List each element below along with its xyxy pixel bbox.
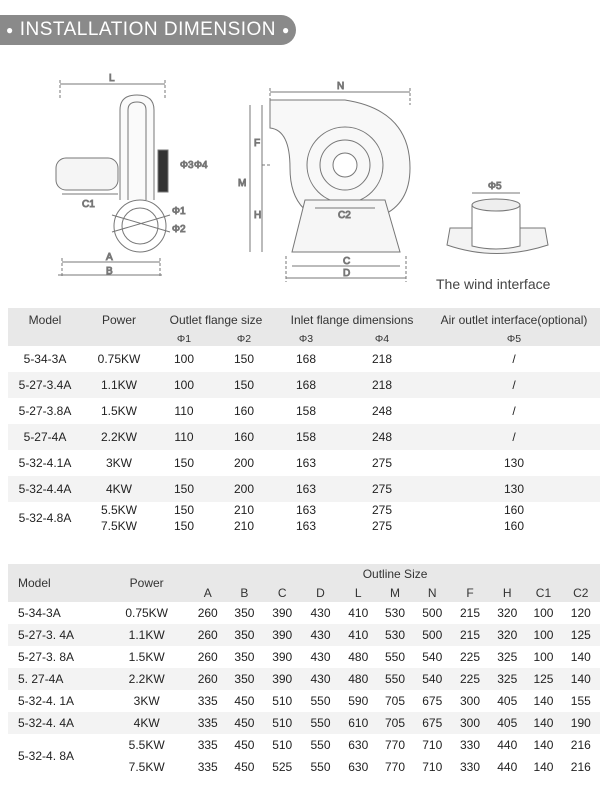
dim-label-d: D [343,268,351,279]
cell-power: 5.5KW [103,734,190,756]
dim-label-phi5: Φ5 [488,181,502,192]
cell-h: 320 [489,624,525,646]
cell-power: 1.1KW [103,624,190,646]
cell-c: 390 [264,624,301,646]
cell-a: 260 [190,624,225,646]
cell-a: 335 [190,712,225,734]
header-col-d: D [301,584,340,602]
cell-power: 5.5KW [82,502,156,518]
header-col-c: C [264,584,301,602]
dim-label-c1: C1 [82,199,95,210]
cell-n: 675 [414,690,451,712]
header-col-l: L [340,584,376,602]
cell-f: 300 [451,712,489,734]
cell-c2: 216 [562,756,600,778]
cell-b: 450 [225,690,263,712]
table-row [8,690,600,712]
header-phi5: Φ5 [428,332,600,346]
cell-model: 5-27-3. 8A [8,646,103,668]
table-row [8,518,600,534]
cell-f: 225 [451,668,489,690]
cell-phi4: 275 [336,476,428,502]
flange-table [8,308,600,534]
cell-c1: 100 [525,624,561,646]
cell-a: 335 [190,756,225,778]
cell-phi2: 210 [212,518,276,534]
dim-label-phi1: Φ1 [172,206,186,217]
cell-phi1: 100 [156,372,212,398]
cell-n: 540 [414,668,451,690]
cell-phi2: 150 [212,346,276,372]
cell-phi2: 200 [212,476,276,502]
cell-c: 510 [264,690,301,712]
cell-c2: 140 [562,668,600,690]
cell-a: 260 [190,646,225,668]
cell-power: 7.5KW [103,756,190,778]
cell-phi2: 160 [212,424,276,450]
cell-n: 500 [414,624,451,646]
header-col-b: B [225,584,263,602]
header-col-f: F [451,584,489,602]
cell-model: 5-32-4. 4A [8,712,103,734]
cell-c1: 125 [525,668,561,690]
cell-c: 390 [264,668,301,690]
cell-phi1: 150 [156,518,212,534]
cell-l: 630 [340,756,376,778]
header-inlet: Inlet flange dimensions [276,308,428,332]
header-col-h: H [489,584,525,602]
cell-phi3: 163 [276,518,336,534]
cell-phi3: 163 [276,502,336,518]
cell-model: 5-32-4.4A [8,476,82,502]
cell-h: 325 [489,646,525,668]
cell-power: 4KW [103,712,190,734]
table-row [8,624,600,646]
cell-b: 450 [225,734,263,756]
header-outlet: Outlet flange size [156,308,276,332]
cell-phi3: 168 [276,346,336,372]
cell-n: 710 [414,756,451,778]
cell-power: 3KW [82,450,156,476]
table-row [8,450,600,476]
cell-phi5: / [428,398,600,424]
header-col-c2: C2 [562,584,600,602]
outline-table-header [8,564,600,584]
cell-phi4: 275 [336,450,428,476]
cell-l: 410 [340,602,376,624]
cell-phi5: 130 [428,450,600,476]
wind-interface-caption: The wind interface [436,276,551,292]
table-row [8,734,600,756]
dim-label-h: H [254,210,262,221]
cell-n: 675 [414,712,451,734]
outline-size-table [8,564,600,778]
cell-c1: 140 [525,690,561,712]
cell-phi4: 218 [336,372,428,398]
cell-b: 350 [225,668,263,690]
cell-m: 530 [376,602,413,624]
cell-h: 405 [489,712,525,734]
cell-b: 450 [225,712,263,734]
cell-phi1: 110 [156,398,212,424]
cell-m: 705 [376,712,413,734]
cell-l: 630 [340,734,376,756]
cell-phi4: 218 [336,346,428,372]
cell-m: 550 [376,646,413,668]
cell-a: 260 [190,602,225,624]
header-phi2: Φ2 [212,332,276,346]
dim-label-a: A [106,252,113,263]
table-row [8,476,600,502]
installation-drawing [0,0,600,300]
banner-dot-icon: ● [6,23,14,37]
cell-h: 325 [489,668,525,690]
cell-phi1: 150 [156,450,212,476]
cell-m: 770 [376,734,413,756]
table-row [8,372,600,398]
banner-title: INSTALLATION DIMENSION [19,19,277,41]
cell-f: 330 [451,734,489,756]
cell-phi5: 160 [428,502,600,518]
cell-l: 590 [340,690,376,712]
cell-phi3: 163 [276,476,336,502]
cell-model: 5-32-4.8A [8,502,82,534]
cell-power: 2.2KW [103,668,190,690]
cell-power: 3KW [103,690,190,712]
cell-f: 215 [451,602,489,624]
cell-d: 430 [301,624,340,646]
cell-l: 410 [340,624,376,646]
header-phi1: Φ1 [156,332,212,346]
cell-c2: 155 [562,690,600,712]
cell-c2: 120 [562,602,600,624]
table-row [8,602,600,624]
header-power: Power [82,308,156,332]
cell-m: 705 [376,690,413,712]
cell-f: 300 [451,690,489,712]
cell-m: 770 [376,756,413,778]
header-power: Power [103,564,190,602]
cell-d: 550 [301,756,340,778]
front-view-drawing [238,81,410,282]
header-model: Model [8,564,103,602]
cell-model: 5-32-4. 8A [8,734,103,778]
cell-phi5: / [428,424,600,450]
cell-l: 480 [340,668,376,690]
cell-phi4: 275 [336,518,428,534]
dim-label-phi3: Φ3 [180,160,194,171]
cell-phi2: 200 [212,450,276,476]
cell-power: 1.5KW [103,646,190,668]
dim-label-n: N [337,81,345,92]
banner-dot-icon: ● [282,23,290,37]
cell-d: 550 [301,734,340,756]
cell-n: 500 [414,602,451,624]
cell-model: 5-27-4A [8,424,82,450]
cell-h: 320 [489,602,525,624]
cell-f: 330 [451,756,489,778]
cell-d: 550 [301,712,340,734]
cell-model: 5-34-3A [8,602,103,624]
cell-c: 390 [264,602,301,624]
cell-phi4: 275 [336,502,428,518]
table-row [8,424,600,450]
dim-label-phi2: Φ2 [172,224,186,235]
cell-h: 405 [489,690,525,712]
dim-label-c: C [343,256,351,267]
cell-model: 5-27-3. 4A [8,624,103,646]
cell-phi3: 168 [276,372,336,398]
cell-model: 5-27-3.4A [8,372,82,398]
cell-b: 350 [225,624,263,646]
cell-m: 550 [376,668,413,690]
cell-phi2: 150 [212,372,276,398]
cell-c2: 190 [562,712,600,734]
table-row [8,346,600,372]
cell-power: 0.75KW [103,602,190,624]
table-row [8,502,600,518]
cell-m: 530 [376,624,413,646]
table-row [8,398,600,424]
cell-n: 710 [414,734,451,756]
cell-power: 7.5KW [82,518,156,534]
header-col-m: M [376,584,413,602]
cell-model: 5-32-4. 1A [8,690,103,712]
header-phi4: Φ4 [336,332,428,346]
dim-label-c2: C2 [338,210,351,221]
cell-phi1: 100 [156,346,212,372]
cell-model: 5-27-3.8A [8,398,82,424]
cell-d: 430 [301,668,340,690]
cell-phi3: 158 [276,398,336,424]
header-air-outlet: Air outlet interface(optional) [428,308,600,332]
dim-label-phi4: Φ4 [194,160,208,171]
table-row [8,646,600,668]
cell-c1: 100 [525,602,561,624]
cell-phi4: 248 [336,424,428,450]
cell-c1: 140 [525,712,561,734]
cell-power: 1.1KW [82,372,156,398]
dim-label-l: L [109,73,115,84]
header-col-n: N [414,584,451,602]
cell-phi3: 158 [276,424,336,450]
cell-phi3: 163 [276,450,336,476]
cell-phi1: 110 [156,424,212,450]
cell-c2: 125 [562,624,600,646]
dim-label-m: M [238,178,247,189]
cell-power: 1.5KW [82,398,156,424]
cell-phi5: / [428,346,600,372]
cell-d: 430 [301,602,340,624]
cell-phi1: 150 [156,476,212,502]
cell-model: 5-32-4.1A [8,450,82,476]
cell-power: 2.2KW [82,424,156,450]
flange-table-header [8,308,600,332]
cell-phi2: 160 [212,398,276,424]
table-row [8,668,600,690]
cell-l: 610 [340,712,376,734]
cell-c: 525 [264,756,301,778]
cell-c2: 216 [562,734,600,756]
cell-c: 510 [264,734,301,756]
cell-c: 510 [264,712,301,734]
cell-d: 550 [301,690,340,712]
cell-h: 440 [489,734,525,756]
header-outline-size: Outline Size [190,564,600,584]
cell-phi4: 248 [336,398,428,424]
cell-c1: 140 [525,756,561,778]
cell-power: 0.75KW [82,346,156,372]
wind-interface-drawing [447,181,548,254]
cell-a: 260 [190,668,225,690]
cell-phi5: / [428,372,600,398]
cell-phi1: 150 [156,502,212,518]
cell-b: 350 [225,646,263,668]
cell-c2: 140 [562,646,600,668]
cell-power: 4KW [82,476,156,502]
cell-phi2: 210 [212,502,276,518]
cell-c: 390 [264,646,301,668]
side-view-drawing [56,73,208,278]
cell-model: 5-34-3A [8,346,82,372]
flange-table-subheader [8,332,600,346]
dim-label-f: F [254,138,261,149]
cell-phi5: 130 [428,476,600,502]
cell-a: 335 [190,734,225,756]
table-row [8,712,600,734]
cell-d: 430 [301,646,340,668]
cell-phi5: 160 [428,518,600,534]
cell-b: 350 [225,602,263,624]
cell-n: 540 [414,646,451,668]
cell-b: 450 [225,756,263,778]
cell-c1: 140 [525,734,561,756]
dim-label-b: B [106,266,113,277]
cell-l: 480 [340,646,376,668]
cell-model: 5. 27-4A [8,668,103,690]
cell-f: 215 [451,624,489,646]
cell-h: 440 [489,756,525,778]
cell-c1: 100 [525,646,561,668]
header-model: Model [8,308,82,332]
cell-a: 335 [190,690,225,712]
header-col-a: A [190,584,225,602]
header-phi3: Φ3 [276,332,336,346]
header-col-c1: C1 [525,584,561,602]
cell-f: 225 [451,646,489,668]
